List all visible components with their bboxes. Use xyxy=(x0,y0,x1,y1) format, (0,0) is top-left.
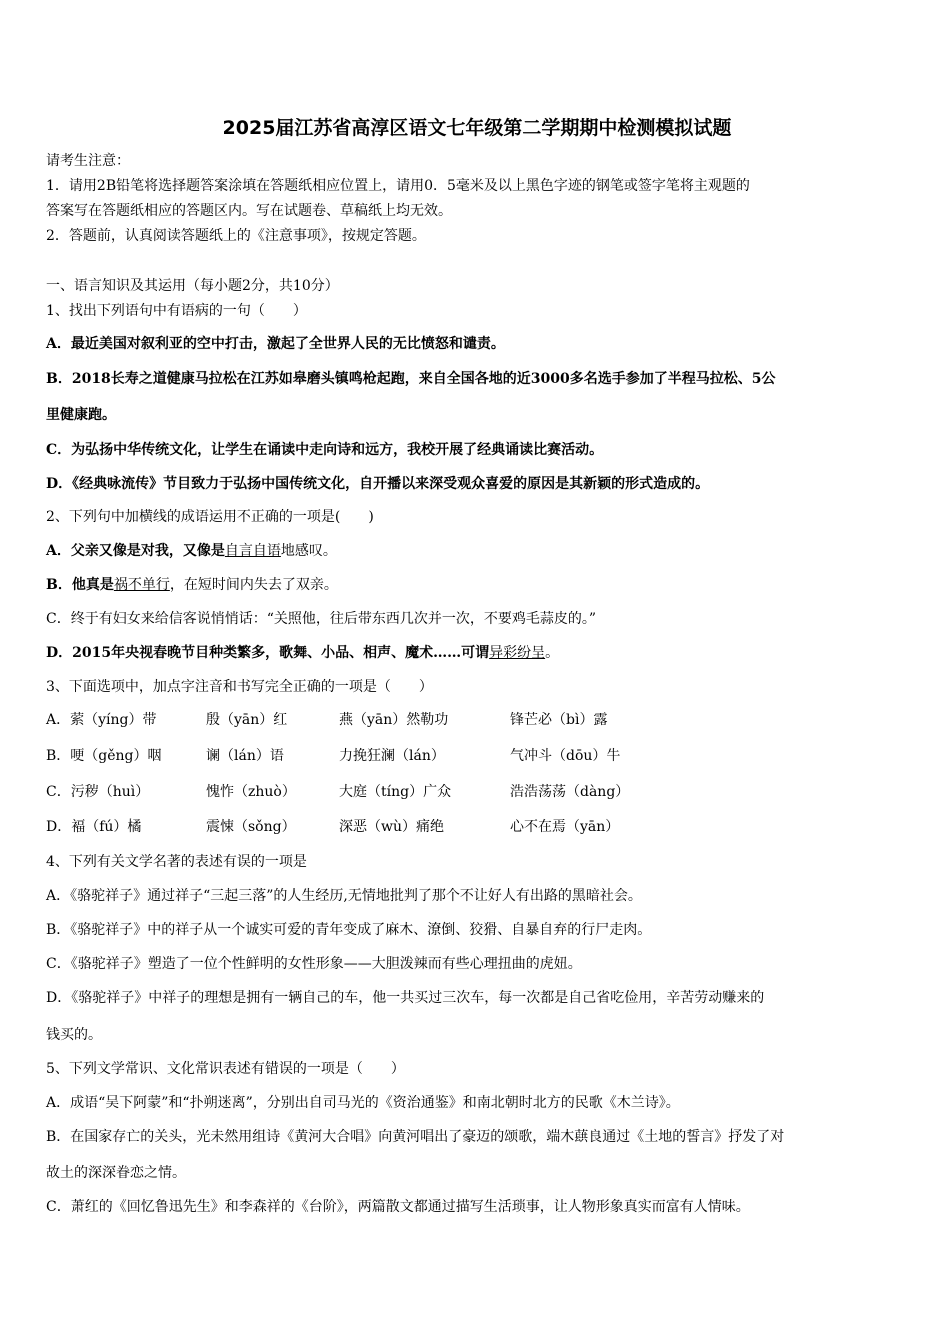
question-5-option-c: C．萧红的《回忆鲁迅先生》和李森祥的《台阶》，两篇散文都通过描写生活琐事，让人物形象真实而富有人情味。 xyxy=(46,1199,750,1215)
question-5-option-a: A．成语“吴下阿蒙”和“扑朔迷离”，分别出自司马光的《资治通鉴》和南北朝时北方的民歌《木兰诗》。 xyxy=(46,1095,680,1111)
question-2-option-a: A．父亲又像是对我，又像是自言自语地感叹。 xyxy=(46,543,337,559)
question-1-option-d: D．《经典咏流传》节目致力于弘扬中国传统文化，自开播以来深受观众喜爱的原因是其新颖的形式造成的。 xyxy=(46,476,710,492)
notice-line-1a: 1．请用2B铅笔将选择题答案涂填在答题纸相应位置上，请用0．5毫米及以上黑色字迹的钢笔或签字笔将主观题的 xyxy=(46,178,750,194)
section-heading: 一、语言知识及其运用（每小题2分，共10分） xyxy=(46,278,339,294)
question-3-option-b: B．哽（gěng）咽 谰（lán）语 力挽狂澜（lán） 气冲斗（dōu）牛 xyxy=(46,748,621,764)
question-4-stem: 4、下列有关文学名著的表述有误的一项是 xyxy=(46,854,307,870)
question-3-option-c: C．污秽（huì） 愧怍（zhuò） 大庭（tíng）广众 浩浩荡荡（dàng） xyxy=(46,784,630,800)
question-2-option-d: D．2015年央视春晚节目种类繁多，歌舞、小品、相声、魔术……可谓异彩纷呈。 xyxy=(46,645,560,661)
underlined-idiom: 异彩纷呈 xyxy=(489,645,546,661)
question-1-option-c: C．为弘扬中华传统文化，让学生在诵读中走向诗和远方，我校开展了经典诵读比赛活动。 xyxy=(46,442,604,458)
question-4-option-b: B．《骆驼祥子》中的祥子从一个诚实可爱的青年变成了麻木、潦倒、狡猾、自暴自弃的行尸走肉。 xyxy=(46,922,652,938)
question-4-option-a: A．《骆驼祥子》通过祥子“三起三落”的人生经历,无情地批判了那个不让好人有出路的黑暗社会。 xyxy=(46,888,642,904)
question-3-stem: 3、下面选项中，加点字注音和书写完全正确的一项是（ ） xyxy=(46,679,433,695)
question-4-option-c: C．《骆驼祥子》塑造了一位个性鲜明的女性形象——大胆泼辣而有些心理扭曲的虎妞。 xyxy=(46,956,582,972)
question-5-option-b: B．在国家存亡的关头，光未然用组诗《黄河大合唱》向黄河唱出了豪迈的颂歌，端木蕻良通过《土地的誓言》抒发了对 xyxy=(46,1129,785,1145)
page-title: 2025届江苏省高淳区语文七年级第二学期期中检测模拟试题 xyxy=(222,117,732,139)
question-4-option-d: D．《骆驼祥子》中祥子的理想是拥有一辆自己的车，他一共买过三次车，每一次都是自己省吃俭用，辛苦劳动赚来的 xyxy=(46,990,765,1006)
question-4-option-d-cont: 钱买的。 xyxy=(46,1027,102,1043)
notice-line-1b: 答案写在答题纸相应的答题区内。写在试题卷、草稿纸上均无效。 xyxy=(46,203,452,219)
question-5-option-b-cont: 故土的深深眷恋之情。 xyxy=(46,1165,186,1181)
question-2-stem: 2、下列句中加横线的成语运用不正确的一项是( ) xyxy=(46,509,374,525)
underlined-idiom: 自言自语 xyxy=(224,543,281,559)
question-3-option-d: D．褔（fú）橘 震悚（sǒng） 深恶（wù）痛绝 心不在焉（yān） xyxy=(46,819,620,835)
question-1-option-b: B．2018长寿之道健康马拉松在江苏如皋磨头镇鸣枪起跑，来自全国各地的近3000多名选手参加了半程马拉松、5公 xyxy=(46,371,776,387)
question-2-option-c: C．终于有妇女来给信客说悄悄话：“关照他，往后带东西几次并一次，不要鸡毛蒜皮的。” xyxy=(46,611,597,627)
question-1-option-b-cont: 里健康跑。 xyxy=(46,407,116,423)
question-1-option-a: A．最近美国对叙利亚的空中打击，激起了全世界人民的无比愤怒和谴责。 xyxy=(46,336,505,352)
question-2-option-b: B．他真是祸不单行，在短时间内失去了双亲。 xyxy=(46,577,338,593)
question-1-stem: 1、找出下列语句中有语病的一句（ ） xyxy=(46,303,307,319)
notice-line-2: 2．答题前，认真阅读答题纸上的《注意事项》，按规定答题。 xyxy=(46,228,426,244)
question-5-stem: 5、下列文学常识、文化常识表述有错误的一项是（ ） xyxy=(46,1061,405,1077)
underlined-idiom: 祸不单行 xyxy=(113,577,170,593)
notice-heading: 请考生注意： xyxy=(46,153,130,169)
question-3-option-a: A．萦（yíng）带 殷（yān）红 燕（yān）然勒功 锋芒必（bì）露 xyxy=(46,712,608,728)
